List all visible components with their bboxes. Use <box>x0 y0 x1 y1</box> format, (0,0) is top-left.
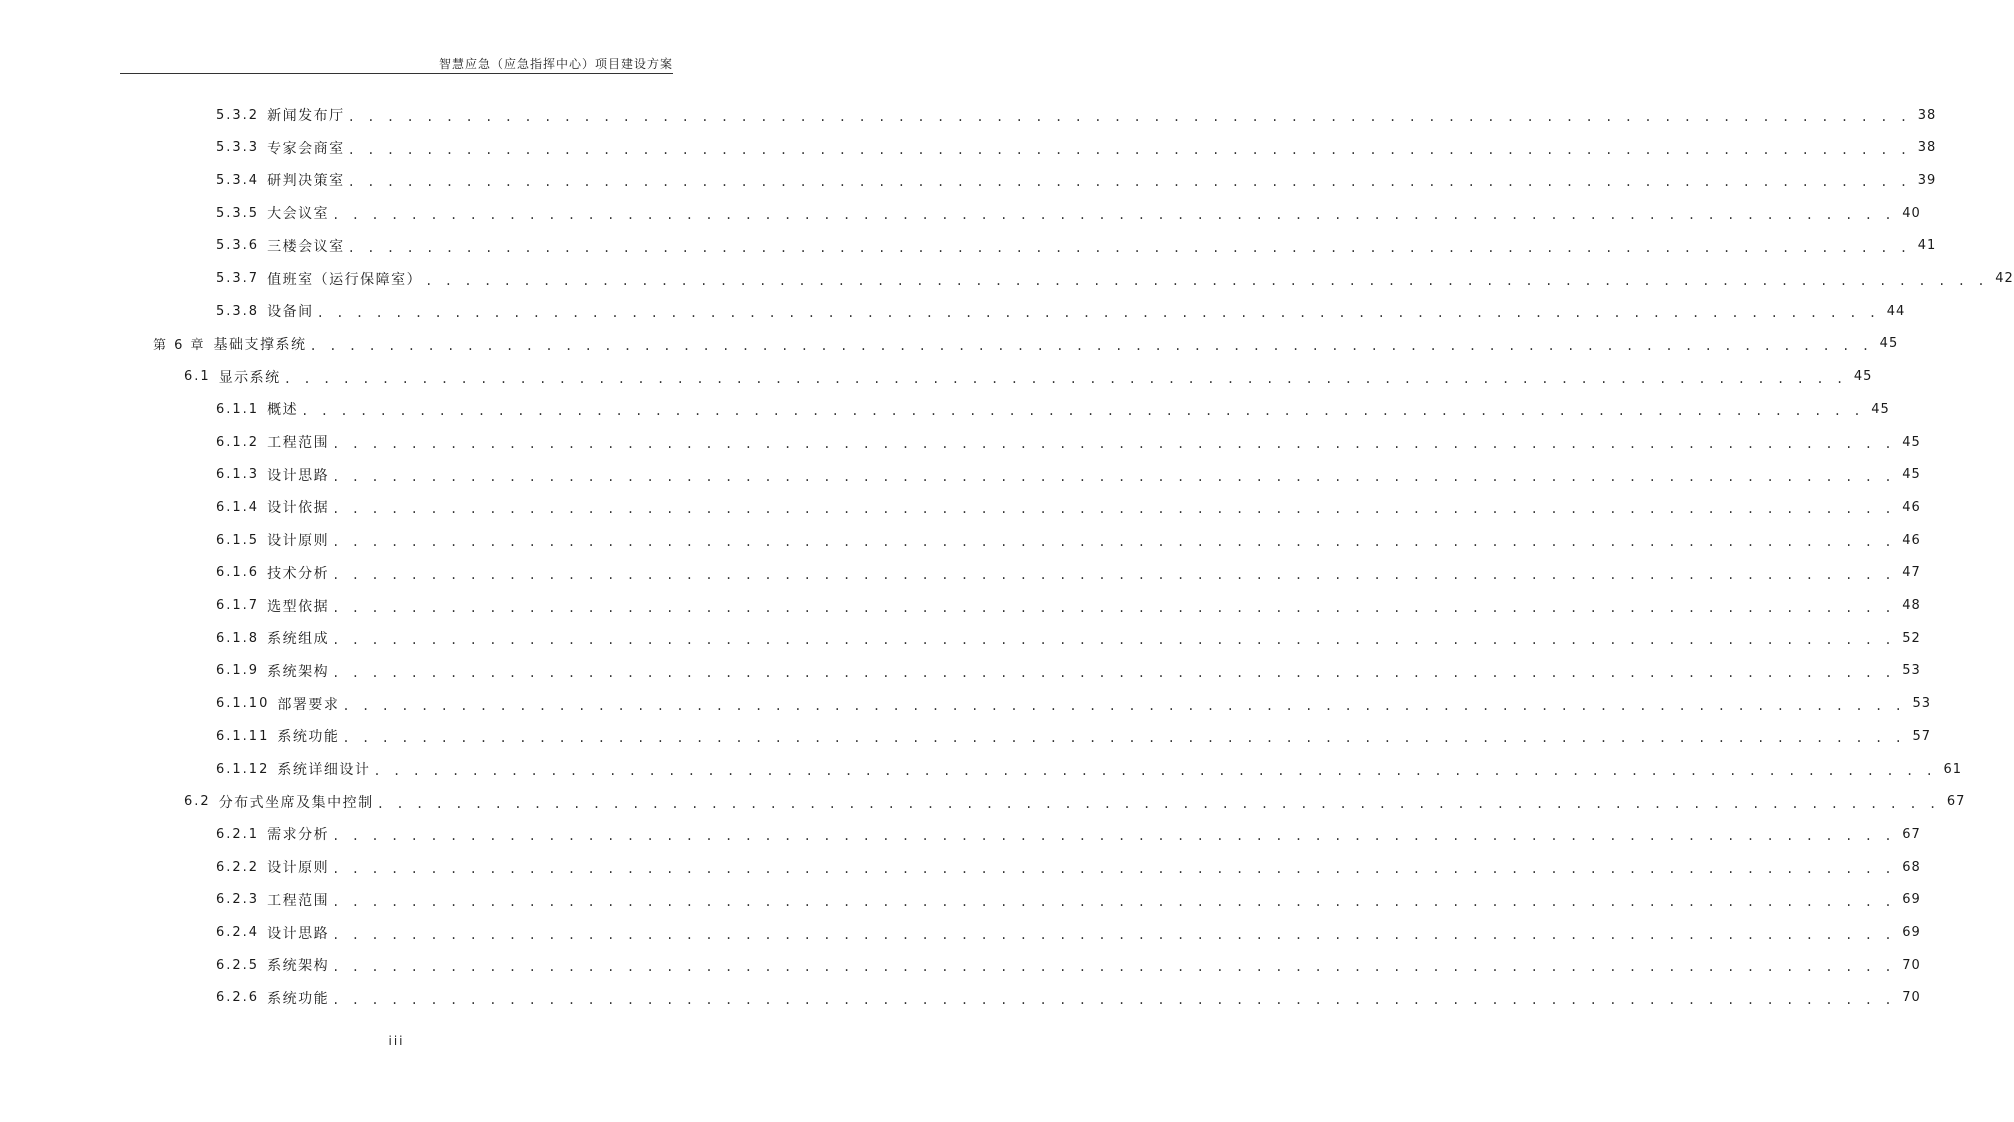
toc-entry-title: 系统组成 <box>267 631 330 648</box>
toc-entry-title: 研判决策室 <box>267 173 345 190</box>
toc-entry-number: 第 6 章 <box>153 338 206 354</box>
toc-dot-leader: . . . . . . . . . . . . . . . . . . . . . . . . . . . . . . . . . . . . . . . . . . . . . . . . . . . . . . . . . . . . . . . . . . . . . . . . . . . . . . . . <box>347 142 1910 157</box>
toc-entry[interactable] <box>216 137 1937 159</box>
toc-entry-title: 设计原则 <box>267 860 330 877</box>
toc-entry-title: 设计依据 <box>267 500 330 517</box>
toc-entry-number: 6.1.8 <box>216 630 260 646</box>
toc-entry-page: 45 <box>1853 369 1873 385</box>
toc-entry[interactable] <box>216 398 1890 420</box>
toc-entry[interactable] <box>216 104 1937 126</box>
toc-dot-leader: . . . . . . . . . . . . . . . . . . . . . . . . . . . . . . . . . . . . . . . . . . . . . . . . . . . . . . . . . . . . . . . . . . . . . . . . . . . . . . . . <box>332 567 1895 582</box>
toc-entry-page: 70 <box>1902 957 1921 973</box>
toc-entry-number: 6.2 <box>184 794 211 810</box>
toc-entry-number: 6.1.5 <box>216 532 260 548</box>
toc-entry-number: 6.2.6 <box>216 990 260 1006</box>
toc-entry-title: 设计思路 <box>267 467 330 484</box>
toc-entry-page: 69 <box>1902 925 1921 940</box>
toc-dot-leader: . . . . . . . . . . . . . . . . . . . . . . . . . . . . . . . . . . . . . . . . . . . . . . . . . . . . . . . . . . . . . . . . . . . . . . . . . . . . . . . . <box>332 665 1895 680</box>
toc-entry-page: 69 <box>1902 892 1921 908</box>
toc-entry-title: 工程范围 <box>267 435 330 451</box>
toc-dot-leader: . . . . . . . . . . . . . . . . . . . . . . . . . . . . . . . . . . . . . . . . . . . . . . . . . . . . . . . . . . . . . . . . . . . . . . . . . . . . . . . . <box>347 110 1910 124</box>
toc-dot-leader: . . . . . . . . . . . . . . . . . . . . . . . . . . . . . . . . . . . . . . . . . . . . . . . . . . . . . . . . . . . . . . . . . . . . . . . . . . . . . . . . <box>283 371 1846 386</box>
toc-dot-leader: . . . . . . . . . . . . . . . . . . . . . . . . . . . . . . . . . . . . . . . . . . . . . . . . . . . . . . . . . . . . . . . . . . . . . . . . . . . . . . . . <box>342 698 1905 713</box>
toc-entry[interactable] <box>216 922 1921 944</box>
toc-entry-page: 38 <box>1917 107 1937 123</box>
toc-entry[interactable] <box>153 333 1899 355</box>
toc-entry-page: 45 <box>1879 336 1899 352</box>
toc-entry[interactable] <box>216 529 1921 551</box>
toc-entry-page: 68 <box>1902 859 1921 875</box>
toc-entry-page: 38 <box>1917 140 1937 156</box>
toc-entry[interactable] <box>216 562 1921 584</box>
toc-entry-number: 5.3.6 <box>216 238 260 254</box>
toc-entry-title: 概述 <box>267 402 299 419</box>
toc-entry-number: 5.3.5 <box>216 205 260 221</box>
toc-dot-leader: . . . . . . . . . . . . . . . . . . . . . . . . . . . . . . . . . . . . . . . . . . . . . . . . . . . . . . . . . . . . . . . . . . . . . . . . . . . . . . . . <box>332 469 1895 484</box>
toc-entry-page: 47 <box>1902 565 1921 581</box>
toc-entry-number: 6.2.5 <box>216 957 260 973</box>
toc-entry-title: 部署要求 <box>277 696 340 713</box>
toc-entry-page: 52 <box>1902 630 1921 646</box>
toc-entry[interactable] <box>216 300 1906 322</box>
toc-entry-title: 分布式坐席及集中控制 <box>218 794 374 811</box>
toc-dot-leader: . . . . . . . . . . . . . . . . . . . . . . . . . . . . . . . . . . . . . . . . . . . . . . . . . . . . . . . . . . . . . . . . . . . . . . . . . . . . . . . . <box>332 502 1895 517</box>
toc-entry-number: 6.1.11 <box>216 728 270 744</box>
toc-entry-number: 6.1.10 <box>216 696 270 712</box>
toc-entry[interactable] <box>216 660 1921 682</box>
toc-entry-page: 42 <box>1995 271 2014 286</box>
toc-entry-number: 6.1.4 <box>216 499 260 515</box>
toc-dot-leader: . . . . . . . . . . . . . . . . . . . . . . . . . . . . . . . . . . . . . . . . . . . . . . . . . . . . . . . . . . . . . . . . . . . . . . . . . . . . . . . . <box>332 208 1895 223</box>
toc-dot-leader: . . . . . . . . . . . . . . . . . . . . . . . . . . . . . . . . . . . . . . . . . . . . . . . . . . . . . . . . . . . . . . . . . . . . . . . . . . . . . . . . <box>309 338 1872 353</box>
toc-entry-page: 45 <box>1902 467 1921 483</box>
toc-dot-leader: . . . . . . . . . . . . . . . . . . . . . . . . . . . . . . . . . . . . . . . . . . . . . . . . . . . . . . . . . . . . . . . . . . . . . . . . . . . . . . . . <box>425 273 1988 288</box>
toc-dot-leader: . . . . . . . . . . . . . . . . . . . . . . . . . . . . . . . . . . . . . . . . . . . . . . . . . . . . . . . . . . . . . . . . . . . . . . . . . . . . . . . . <box>316 306 1879 321</box>
toc-entry-number: 6.2.3 <box>216 892 260 908</box>
toc-entry-page: 44 <box>1886 303 1906 319</box>
header-divider <box>120 73 673 74</box>
toc-dot-leader: . . . . . . . . . . . . . . . . . . . . . . . . . . . . . . . . . . . . . . . . . . . . . . . . . . . . . . . . . . . . . . . . . . . . . . . . . . . . . . . . <box>332 829 1895 844</box>
toc-entry-page: 41 <box>1917 238 1937 254</box>
toc-entry[interactable] <box>216 431 1921 453</box>
toc-entry-title: 需求分析 <box>267 827 330 844</box>
toc-entry[interactable] <box>216 823 1921 845</box>
toc-entry-number: 5.3.7 <box>216 271 260 286</box>
toc-entry[interactable] <box>216 496 1921 518</box>
toc-entry-page: 53 <box>1912 696 1932 712</box>
toc-dot-leader: . . . . . . . . . . . . . . . . . . . . . . . . . . . . . . . . . . . . . . . . . . . . . . . . . . . . . . . . . . . . . . . . . . . . . . . . . . . . . . . . <box>342 731 1905 746</box>
toc-entry[interactable] <box>216 464 1921 486</box>
toc-entry-title: 系统详细设计 <box>277 762 371 778</box>
toc-dot-leader: . . . . . . . . . . . . . . . . . . . . . . . . . . . . . . . . . . . . . . . . . . . . . . . . . . . . . . . . . . . . . . . . . . . . . . . . . . . . . . . . <box>332 437 1895 451</box>
toc-entry[interactable] <box>216 758 1963 780</box>
toc-dot-leader: . . . . . . . . . . . . . . . . . . . . . . . . . . . . . . . . . . . . . . . . . . . . . . . . . . . . . . . . . . . . . . . . . . . . . . . . . . . . . . . . <box>332 600 1895 615</box>
toc-entry-number: 6.2.1 <box>216 826 260 842</box>
toc-dot-leader: . . . . . . . . . . . . . . . . . . . . . . . . . . . . . . . . . . . . . . . . . . . . . . . . . . . . . . . . . . . . . . . . . . . . . . . . . . . . . . . . <box>332 992 1895 1007</box>
toc-entry-number: 6.2.4 <box>216 925 260 940</box>
toc-dot-leader: . . . . . . . . . . . . . . . . . . . . . . . . . . . . . . . . . . . . . . . . . . . . . . . . . . . . . . . . . . . . . . . . . . . . . . . . . . . . . . . . <box>332 862 1895 877</box>
toc-entry-title: 设计原则 <box>267 533 330 550</box>
toc-entry[interactable] <box>216 987 1921 1009</box>
toc-dot-leader: . . . . . . . . . . . . . . . . . . . . . . . . . . . . . . . . . . . . . . . . . . . . . . . . . . . . . . . . . . . . . . . . . . . . . . . . . . . . . . . . <box>376 796 1939 811</box>
toc-entry-title: 设计思路 <box>267 925 330 942</box>
toc-entry-title: 基础支撑系统 <box>213 336 307 353</box>
toc-entry[interactable] <box>216 889 1921 911</box>
toc-entry-number: 6.1.6 <box>216 565 260 581</box>
toc-entry-number: 6.1.7 <box>216 598 260 613</box>
toc-entry-page: 67 <box>1902 826 1921 842</box>
toc-entry-title: 新闻发布厅 <box>267 108 345 124</box>
toc-entry-page: 61 <box>1943 761 1963 777</box>
toc-entry-number: 6.1.9 <box>216 663 260 679</box>
toc-entry-title: 显示系统 <box>218 369 281 386</box>
toc-entry-title: 工程范围 <box>267 892 330 909</box>
toc-entry-number: 5.3.3 <box>216 140 260 156</box>
toc-entry[interactable] <box>216 268 2014 290</box>
toc-entry-page: 45 <box>1902 434 1921 450</box>
toc-entry-page: 46 <box>1902 532 1921 548</box>
document-title: 智慧应急（应急指挥中心）项目建设方案 <box>438 57 673 71</box>
toc-entry-number: 5.3.4 <box>216 172 260 188</box>
toc-entry-number: 5.3.2 <box>216 107 260 123</box>
toc-dot-leader: . . . . . . . . . . . . . . . . . . . . . . . . . . . . . . . . . . . . . . . . . . . . . . . . . . . . . . . . . . . . . . . . . . . . . . . . . . . . . . . . <box>301 404 1864 419</box>
toc-entry-title: 系统功能 <box>267 990 330 1007</box>
toc-entry-title: 值班室（运行保障室） <box>267 271 423 288</box>
toc-entry-number: 6.1.12 <box>216 761 270 777</box>
toc-dot-leader: . . . . . . . . . . . . . . . . . . . . . . . . . . . . . . . . . . . . . . . . . . . . . . . . . . . . . . . . . . . . . . . . . . . . . . . . . . . . . . . . <box>332 894 1895 909</box>
page-number: iii <box>388 1034 405 1048</box>
toc-entry-title: 设备间 <box>267 304 314 321</box>
toc-entry[interactable] <box>184 366 1873 388</box>
toc-entry-title: 技术分析 <box>267 565 330 582</box>
toc-entry-page: 53 <box>1902 663 1921 679</box>
toc-entry-title: 系统架构 <box>267 663 330 680</box>
toc-entry-title: 选型依据 <box>267 598 330 615</box>
toc-entry-number: 6.1.2 <box>216 434 260 450</box>
toc-entry-number: 5.3.8 <box>216 303 260 319</box>
toc-entry-number: 6.1 <box>184 369 211 385</box>
toc-dot-leader: . . . . . . . . . . . . . . . . . . . . . . . . . . . . . . . . . . . . . . . . . . . . . . . . . . . . . . . . . . . . . . . . . . . . . . . . . . . . . . . . <box>332 927 1895 942</box>
toc-dot-leader: . . . . . . . . . . . . . . . . . . . . . . . . . . . . . . . . . . . . . . . . . . . . . . . . . . . . . . . . . . . . . . . . . . . . . . . . . . . . . . . . <box>332 960 1895 975</box>
toc-entry[interactable] <box>216 693 1932 715</box>
toc-entry-page: 45 <box>1871 401 1890 417</box>
toc-entry[interactable] <box>216 235 1937 257</box>
toc-entry-number: 6.2.2 <box>216 859 260 875</box>
toc-entry-title: 系统架构 <box>267 958 330 975</box>
toc-entry-page: 70 <box>1902 990 1921 1006</box>
toc-dot-leader: . . . . . . . . . . . . . . . . . . . . . . . . . . . . . . . . . . . . . . . . . . . . . . . . . . . . . . . . . . . . . . . . . . . . . . . . . . . . . . . . <box>347 175 1910 190</box>
toc-entry-page: 48 <box>1902 598 1921 613</box>
toc-entry-title: 系统功能 <box>277 729 340 746</box>
toc-entry-page: 40 <box>1902 205 1921 221</box>
toc-entry-page: 39 <box>1917 172 1937 188</box>
toc-entry[interactable] <box>216 856 1921 878</box>
toc-entry-number: 6.1.1 <box>216 401 260 417</box>
toc-entry[interactable] <box>216 725 1932 747</box>
toc-dot-leader: . . . . . . . . . . . . . . . . . . . . . . . . . . . . . . . . . . . . . . . . . . . . . . . . . . . . . . . . . . . . . . . . . . . . . . . . . . . . . . . . <box>373 764 1936 778</box>
toc-entry[interactable] <box>184 791 1966 813</box>
toc-entry-page: 57 <box>1912 728 1932 744</box>
toc-entry-title: 大会议室 <box>267 206 330 223</box>
toc-dot-leader: . . . . . . . . . . . . . . . . . . . . . . . . . . . . . . . . . . . . . . . . . . . . . . . . . . . . . . . . . . . . . . . . . . . . . . . . . . . . . . . . <box>332 633 1895 648</box>
toc-entry[interactable] <box>216 202 1921 224</box>
toc-entry-page: 67 <box>1946 794 1966 810</box>
toc-entry[interactable] <box>216 954 1921 976</box>
toc-entry-page: 46 <box>1902 499 1921 515</box>
toc-entry[interactable] <box>216 595 1921 617</box>
toc-dot-leader: . . . . . . . . . . . . . . . . . . . . . . . . . . . . . . . . . . . . . . . . . . . . . . . . . . . . . . . . . . . . . . . . . . . . . . . . . . . . . . . . <box>347 240 1910 255</box>
toc-entry-title: 三楼会议室 <box>267 238 345 255</box>
toc-dot-leader: . . . . . . . . . . . . . . . . . . . . . . . . . . . . . . . . . . . . . . . . . . . . . . . . . . . . . . . . . . . . . . . . . . . . . . . . . . . . . . . . <box>332 535 1895 550</box>
toc-entry[interactable] <box>216 627 1921 649</box>
toc-entry-title: 专家会商室 <box>267 140 345 157</box>
toc-entry-number: 6.1.3 <box>216 467 260 483</box>
toc-entry[interactable] <box>216 169 1937 191</box>
